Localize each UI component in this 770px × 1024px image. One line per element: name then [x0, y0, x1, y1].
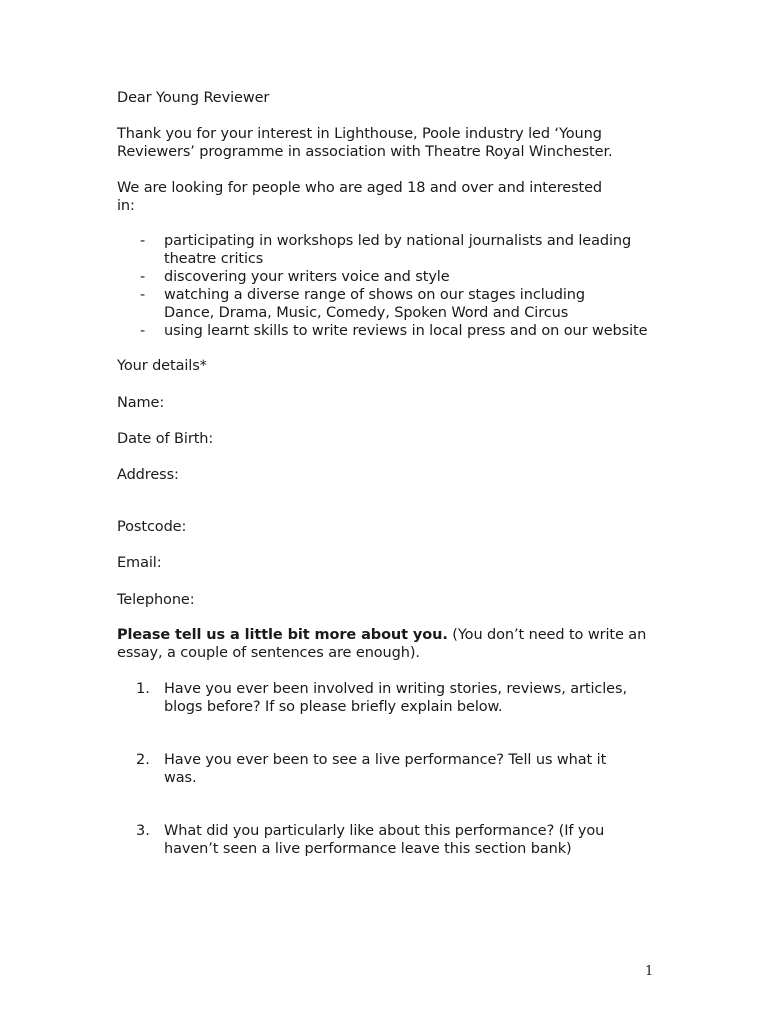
dob-label: Date of Birth:	[117, 431, 214, 447]
question-1-number: 1.	[136, 681, 150, 697]
question-3-line-1: What did you particularly like about this performance? (If you	[164, 823, 605, 839]
looking-line-1: We are looking for people who are aged 18 and over and interested	[117, 180, 603, 196]
question-3-number: 3.	[136, 823, 150, 839]
address-label: Address:	[117, 467, 179, 483]
question-2-line-2: was.	[164, 770, 197, 786]
question-1-line-1: Have you ever been involved in writing stories, reviews, articles,	[164, 681, 627, 697]
more-about-you-line-1	[117, 626, 646, 644]
bullet-1-line-1: participating in workshops led by national journalists and leading	[164, 233, 632, 249]
question-3-line-2: haven’t seen a live performance leave this section bank)	[164, 841, 572, 857]
more-about-you-rest: (You don’t need to write an	[447, 627, 647, 643]
bullet-marker: -	[140, 323, 146, 339]
page-number: 1	[645, 964, 654, 979]
details-heading: Your details*	[117, 358, 207, 374]
telephone-label: Telephone:	[117, 592, 195, 608]
more-about-you-bold: Please tell us a little bit more about you.	[117, 627, 448, 643]
name-label: Name:	[117, 395, 165, 411]
intro-line-1: Thank you for your interest in Lighthouse, Poole industry led ‘Young	[117, 126, 602, 142]
question-2-number: 2.	[136, 752, 150, 768]
postcode-label: Postcode:	[117, 519, 187, 535]
looking-line-2: in:	[117, 198, 135, 214]
bullet-marker: -	[140, 233, 146, 249]
salutation: Dear Young Reviewer	[117, 90, 270, 106]
bullet-1-line-2: theatre critics	[164, 251, 264, 267]
bullet-marker: -	[140, 269, 146, 285]
bullet-3-line-1: watching a diverse range of shows on our stages including	[164, 287, 585, 303]
intro-line-2: Reviewers’ programme in association with Theatre Royal Winchester.	[117, 144, 613, 160]
bullet-4-line-1: using learnt skills to write reviews in local press and on our website	[164, 323, 648, 339]
bullet-3-line-2: Dance, Drama, Music, Comedy, Spoken Word and Circus	[164, 305, 569, 321]
more-about-you-line-2: essay, a couple of sentences are enough).	[117, 645, 420, 661]
email-label: Email:	[117, 555, 162, 571]
question-2-line-1: Have you ever been to see a live performance? Tell us what it	[164, 752, 607, 768]
bullet-2-line-1: discovering your writers voice and style	[164, 269, 450, 285]
question-1-line-2: blogs before? If so please briefly explain below.	[164, 699, 503, 715]
bullet-marker: -	[140, 287, 146, 303]
